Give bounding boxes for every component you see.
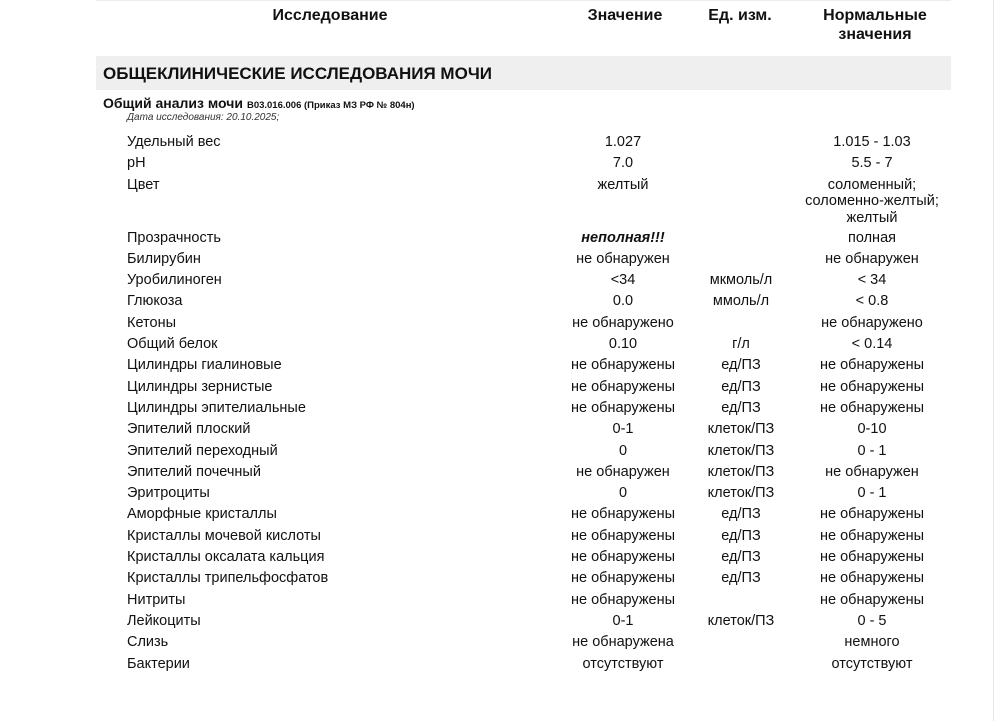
reference-range: [797, 155, 947, 172]
table-row: [0, 484, 1000, 505]
parameter-name: Лейкоциты: [127, 612, 201, 629]
column-header-norm-line2: значения: [838, 26, 912, 43]
reference-range: [797, 443, 947, 460]
result-value: не обнаружены: [570, 527, 676, 544]
parameter-name: Общий белок: [127, 336, 218, 353]
column-header-value: Значение: [587, 7, 663, 24]
unit: ед/ПЗ: [721, 506, 761, 523]
column-header-norm: [805, 6, 945, 44]
table-row: [0, 314, 1000, 335]
reference-range-line: < 34: [857, 272, 887, 289]
reference-range: [797, 528, 947, 545]
table-row: [0, 229, 1000, 250]
reference-range-line: не обнаружены: [819, 506, 925, 523]
reference-range-line: соломенный;: [827, 176, 917, 193]
parameter-name: Слизь: [127, 634, 169, 651]
reference-range: [797, 421, 947, 438]
result-value: не обнаружены: [570, 399, 676, 416]
result-value: не обнаружен: [576, 250, 670, 267]
table-row: [0, 527, 1000, 548]
unit: клеток/ПЗ: [707, 463, 775, 480]
test-title: [103, 95, 415, 111]
section-header: [96, 56, 951, 90]
reference-range-line: немного: [844, 634, 900, 651]
unit: ед/ПЗ: [721, 570, 761, 587]
result-value: 0.0: [612, 293, 634, 310]
parameter-name: Эпителий почечный: [127, 463, 261, 480]
parameter-name: Прозрачность: [127, 229, 221, 246]
reference-range: [797, 656, 947, 673]
reference-range: [797, 485, 947, 502]
unit: клеток/ПЗ: [707, 421, 775, 438]
table-row: [0, 612, 1000, 633]
column-header-norm-line1: Нормальные: [823, 7, 927, 24]
parameter-name: Цвет: [127, 176, 160, 193]
table-row: [0, 292, 1000, 313]
parameter-name: Удельный вес: [127, 134, 221, 150]
reference-range-line: 5.5 - 7: [851, 155, 893, 172]
table-row: [0, 442, 1000, 463]
result-value: 0.10: [608, 336, 638, 353]
test-date: Дата исследования: 20.10.2025;: [127, 112, 280, 123]
parameter-name: Аморфные кристаллы: [127, 506, 277, 523]
table-row: [0, 463, 1000, 484]
reference-range: [797, 549, 947, 566]
reference-range: [797, 177, 947, 227]
table-row: [0, 569, 1000, 590]
unit: г/л: [732, 336, 750, 353]
result-value: <34: [610, 272, 636, 289]
unit: клеток/ПЗ: [707, 442, 775, 459]
reference-range: [797, 357, 947, 374]
parameter-name: Нитриты: [127, 591, 186, 608]
reference-range: [797, 570, 947, 587]
parameter-name: Глюкоза: [127, 293, 183, 310]
result-value: не обнаружены: [570, 506, 676, 523]
parameter-name: Бактерии: [127, 655, 190, 672]
reference-range-line: < 0.8: [855, 293, 889, 310]
parameter-name: Эпителий плоский: [127, 421, 251, 438]
table-row: [0, 356, 1000, 377]
result-value: 1.027: [604, 134, 642, 150]
result-value: не обнаружены: [570, 570, 676, 587]
reference-range-line: отсутствуют: [831, 655, 913, 672]
reference-range: [797, 336, 947, 353]
top-divider: [96, 0, 951, 1]
result-value: неполная!!!: [581, 229, 665, 246]
table-row: [0, 633, 1000, 654]
results-table: [0, 133, 1000, 676]
parameter-name: Кристаллы мочевой кислоты: [127, 527, 321, 544]
reference-range-line: полная: [848, 229, 896, 246]
reference-range: [797, 634, 947, 651]
reference-range: [797, 251, 947, 268]
test-name: Общий анализ мочи: [103, 95, 243, 111]
table-row: [0, 399, 1000, 420]
result-value: не обнаружены: [570, 591, 676, 608]
section-title: ОБЩЕКЛИНИЧЕСКИЕ ИССЛЕДОВАНИЯ МОЧИ: [103, 64, 492, 83]
table-row: [0, 271, 1000, 292]
result-value: 7.0: [612, 155, 634, 172]
parameter-name: Билирубин: [127, 250, 201, 267]
parameter-name: Цилиндры зернистые: [127, 378, 273, 395]
parameter-name: pH: [127, 155, 146, 172]
reference-range-line: желтый: [846, 209, 898, 226]
result-value: желтый: [597, 176, 649, 193]
reference-range-line: не обнаружены: [819, 357, 925, 374]
reference-range: [797, 506, 947, 523]
table-row: [0, 505, 1000, 526]
reference-range-line: соломенно-желтый;: [805, 193, 939, 210]
reference-range-line: не обнаружен: [825, 463, 919, 480]
reference-range: [797, 315, 947, 332]
unit: мкмоль/л: [709, 272, 773, 289]
reference-range: [797, 134, 947, 151]
reference-range-line: не обнаружены: [819, 549, 925, 566]
result-value: 0-1: [612, 612, 634, 629]
column-header-unit: Ед. изм.: [708, 7, 772, 24]
unit: ед/ПЗ: [721, 549, 761, 566]
result-value: не обнаружен: [576, 463, 670, 480]
reference-range-line: не обнаружены: [819, 527, 925, 544]
reference-range: [797, 464, 947, 481]
table-row: [0, 250, 1000, 271]
result-value: 0: [618, 485, 628, 502]
table-row: [0, 591, 1000, 612]
reference-range-line: 0-10: [857, 421, 887, 438]
parameter-name: Уробилиноген: [127, 272, 222, 289]
reference-range-line: 0 - 1: [857, 485, 887, 502]
unit: ед/ПЗ: [721, 399, 761, 416]
reference-range: [797, 272, 947, 289]
parameter-name: Кристаллы трипельфосфатов: [127, 570, 329, 587]
result-value: не обнаружены: [570, 549, 676, 566]
table-row: [0, 548, 1000, 569]
result-value: 0-1: [612, 421, 634, 438]
table-row: [0, 378, 1000, 399]
reference-range-line: 1.015 - 1.03: [833, 134, 911, 150]
result-value: не обнаружены: [570, 378, 676, 395]
parameter-name: Эпителий переходный: [127, 442, 278, 459]
unit: ед/ПЗ: [721, 527, 761, 544]
unit: ммоль/л: [712, 293, 770, 310]
column-header-name: Исследование: [272, 7, 388, 24]
reference-range-line: 0 - 1: [857, 442, 887, 459]
reference-range-line: не обнаружено: [821, 314, 923, 331]
reference-range-line: 0 - 5: [857, 612, 887, 629]
parameter-name: Цилиндры эпителиальные: [127, 399, 306, 416]
result-value: не обнаружена: [572, 634, 674, 651]
reference-range-line: не обнаружены: [819, 399, 925, 416]
parameter-name: Цилиндры гиалиновые: [127, 357, 282, 374]
reference-range-line: не обнаружены: [819, 591, 925, 608]
reference-range: [797, 379, 947, 396]
reference-range: [797, 230, 947, 247]
unit: клеток/ПЗ: [707, 485, 775, 502]
table-row: [0, 133, 1000, 154]
unit: ед/ПЗ: [721, 378, 761, 395]
result-value: не обнаружено: [572, 314, 674, 331]
table-row: [0, 154, 1000, 175]
reference-range-line: не обнаружены: [819, 570, 925, 587]
reference-range-line: не обнаружены: [819, 378, 925, 395]
parameter-name: Кетоны: [127, 314, 177, 331]
parameter-name: Кристаллы оксалата кальция: [127, 549, 325, 566]
result-value: не обнаружены: [570, 357, 676, 374]
reference-range-line: не обнаружен: [825, 250, 919, 267]
reference-range: [797, 293, 947, 310]
reference-range-line: < 0.14: [851, 336, 893, 353]
table-row: [0, 335, 1000, 356]
reference-range: [797, 592, 947, 609]
table-row: [0, 176, 1000, 229]
table-row: [0, 655, 1000, 676]
unit: ед/ПЗ: [721, 357, 761, 374]
result-value: отсутствуют: [582, 655, 664, 672]
table-row: [0, 420, 1000, 441]
reference-range: [797, 400, 947, 417]
parameter-name: Эритроциты: [127, 485, 210, 502]
unit: клеток/ПЗ: [707, 612, 775, 629]
test-code: B03.016.006 (Приказ МЗ РФ № 804н): [246, 100, 415, 111]
reference-range: [797, 613, 947, 630]
result-value: 0: [618, 442, 628, 459]
